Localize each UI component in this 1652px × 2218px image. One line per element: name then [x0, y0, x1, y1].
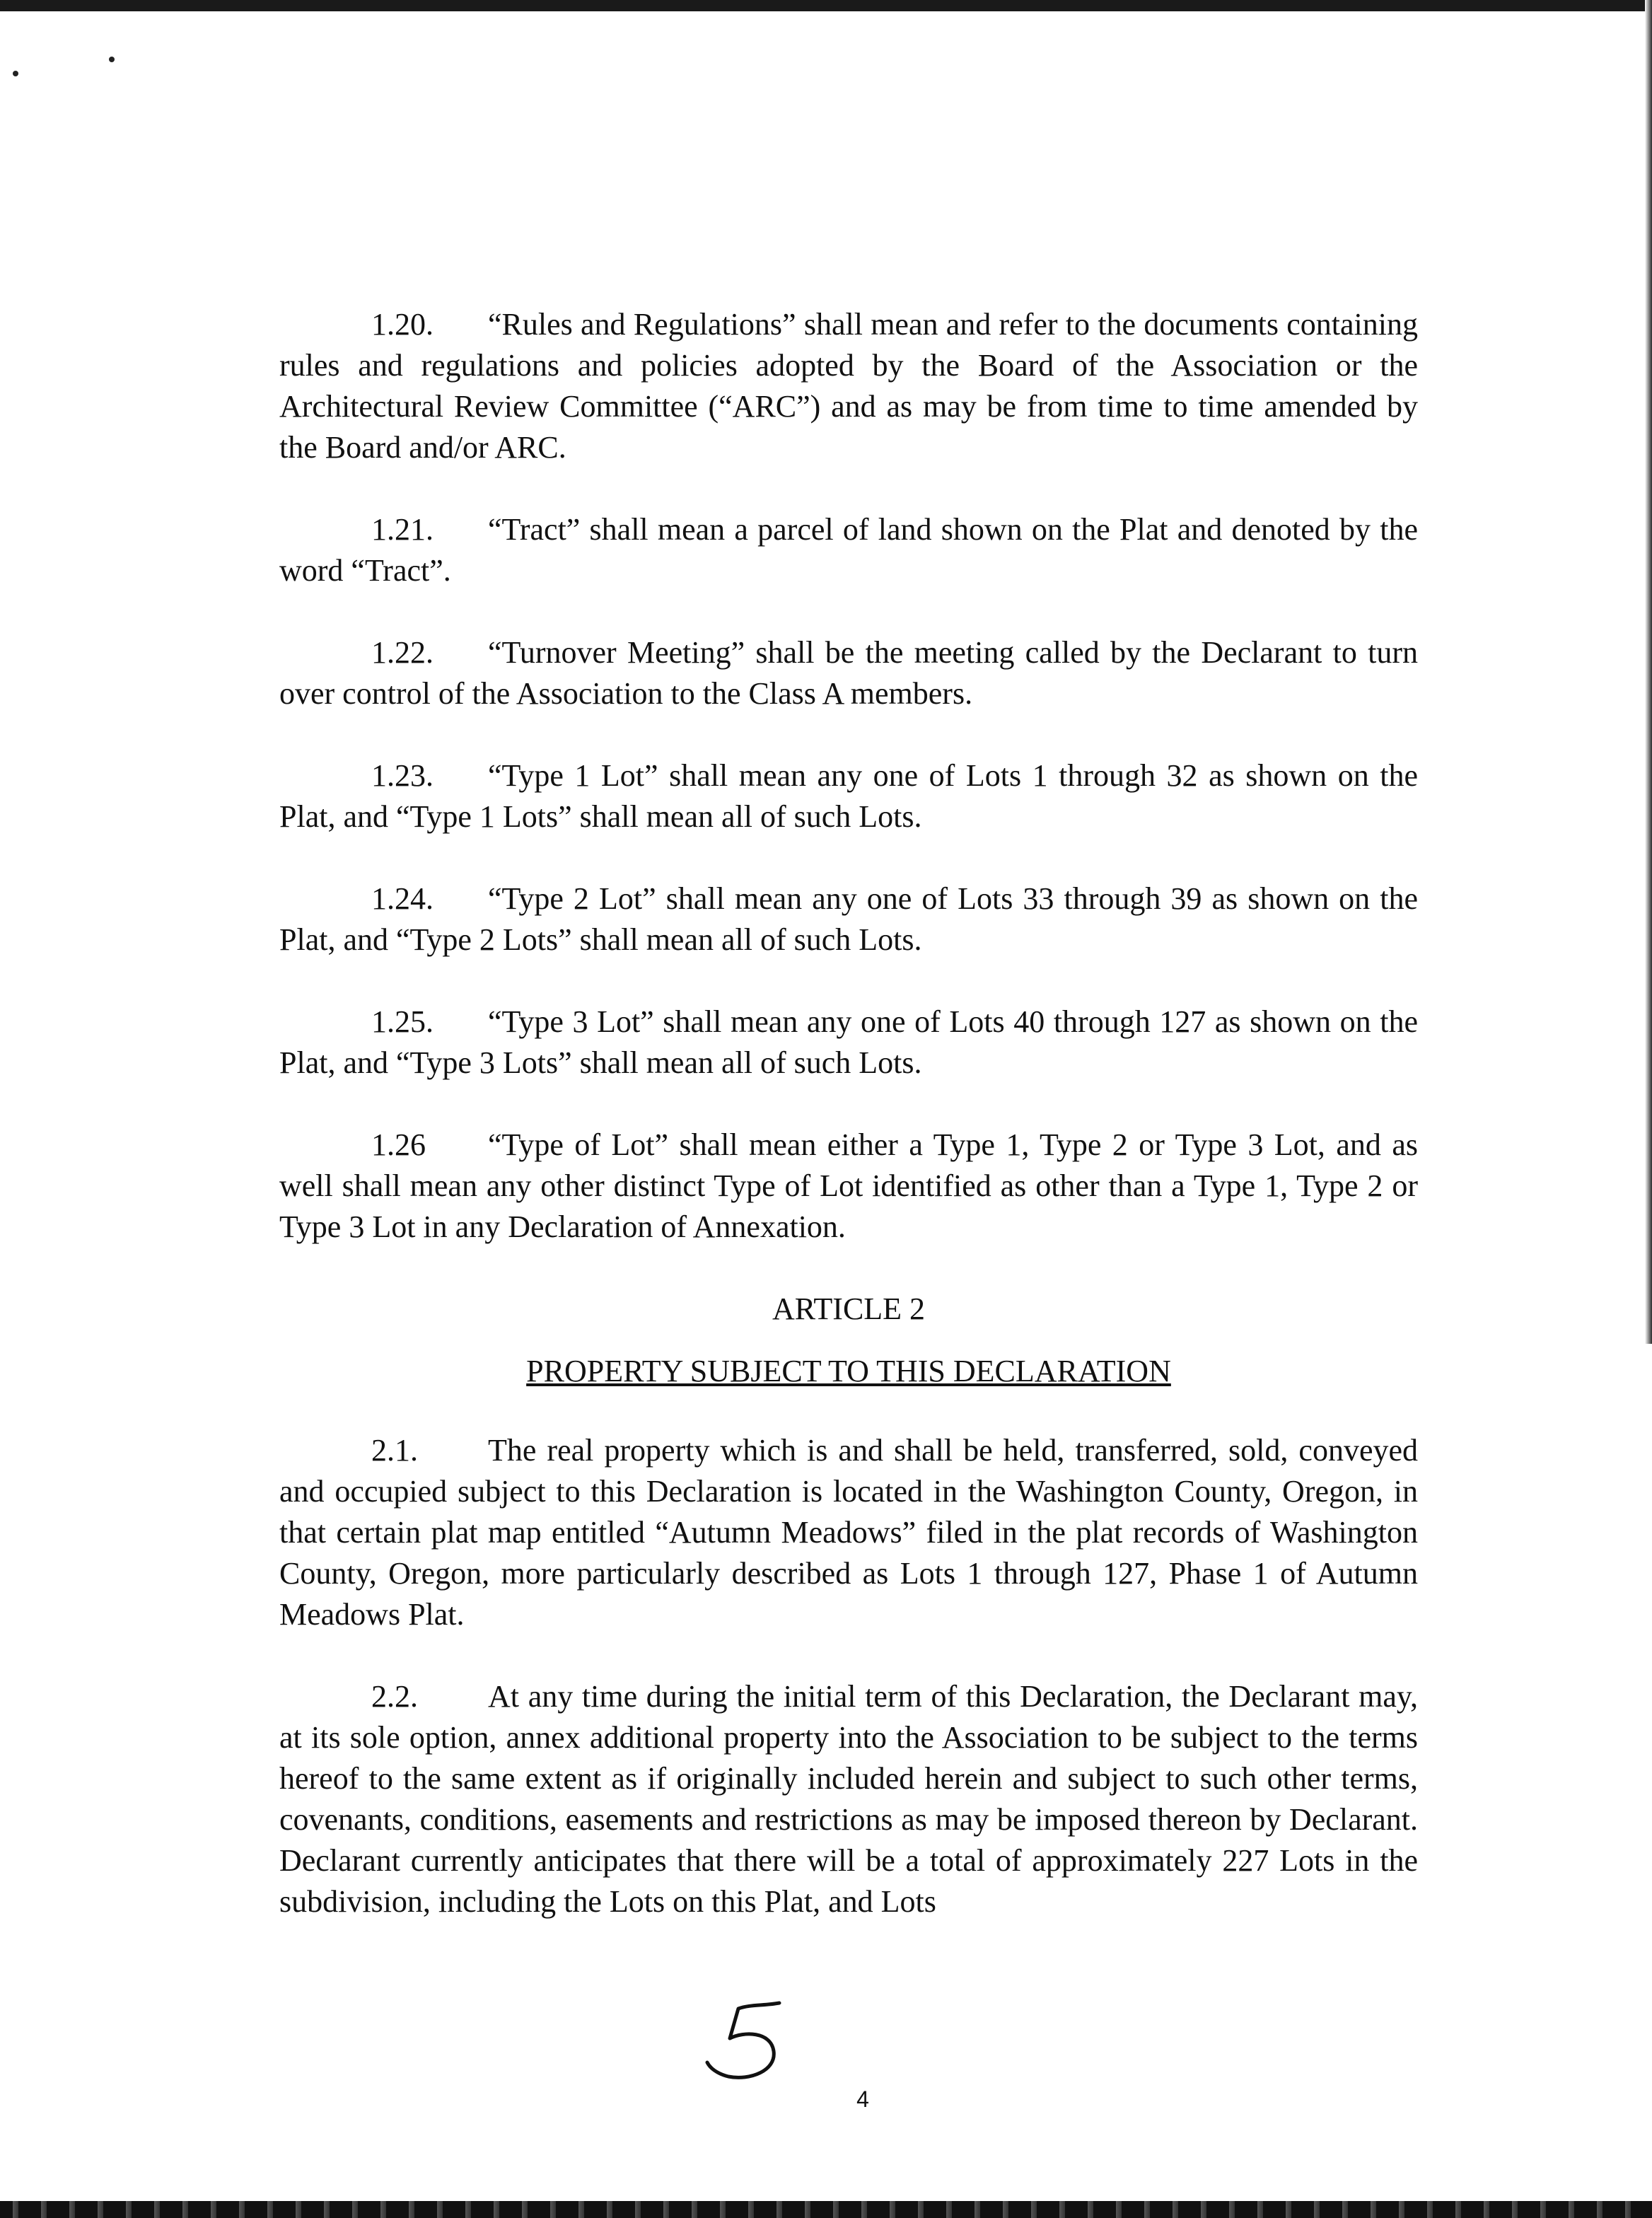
- section-text: “Type 1 Lot” shall mean any one of Lots 1 through 32 as shown on the Plat, and “Type 1 Lots” shall mean all of such Lots.: [279, 758, 1418, 834]
- section-number: 1.22.: [371, 635, 434, 670]
- section-text: At any time during the initial term of this Declaration, the Declarant may, at its sole option, annex additional property into the Association to be subject to the terms hereof to the same extent as if originally included herein and subject to such other terms, covenants, conditions, easements and restrictions as may be imposed thereon by Declarant. Declarant currently anticipates that there will be a total of approximately 227 Lots in the subdivision, including the Lots on this Plat, and Lots: [279, 1679, 1418, 1919]
- section-1-21: [279, 509, 1418, 591]
- section-number: 2.1.: [371, 1433, 418, 1468]
- section-number: 1.21.: [371, 512, 434, 547]
- scan-bottom-edge: [0, 2201, 1652, 2218]
- section-text: “Rules and Regulations” shall mean and refer to the documents containing rules and regulations and policies adopted by the Board of the Association or the Architectural Review Committee (“ARC”) and as may be from time to time amended by the Board and/or ARC.: [279, 307, 1418, 465]
- section-2-1: [279, 1430, 1418, 1635]
- section-number: 1.23.: [371, 758, 434, 793]
- section-number: 1.24.: [371, 881, 434, 916]
- scan-speck: [13, 71, 18, 76]
- section-text: The real property which is and shall be held, transferred, sold, conveyed and occupied subject to this Declaration is located in the Washington County, Oregon, in that certain plat map entitled “Autumn Meadows” filed in the plat records of Washington County, Oregon, more particularly described as Lots 1 through 127, Phase 1 of Autumn Meadows Plat.: [279, 1433, 1418, 1632]
- section-number: 1.25.: [371, 1004, 434, 1039]
- section-text: “Type of Lot” shall mean either a Type 1, Type 2 or Type 3 Lot, and as well shall mean any other distinct Type of Lot identified as other than a Type 1, Type 2 or Type 3 Lot in any Declaration of Annexation.: [279, 1127, 1418, 1244]
- section-text: “Type 3 Lot” shall mean any one of Lots 40 through 127 as shown on the Plat, and “Type 3 Lots” shall mean all of such Lots.: [279, 1004, 1418, 1080]
- section-1-26: [279, 1125, 1418, 1248]
- section-1-20: [279, 304, 1418, 468]
- scan-right-edge: [1645, 0, 1652, 1344]
- section-1-24: [279, 878, 1418, 960]
- section-number: 2.2.: [371, 1679, 418, 1714]
- page-number: 4: [856, 2086, 869, 2112]
- section-text: “Tract” shall mean a parcel of land shown on the Plat and denoted by the word “Tract”.: [279, 512, 1418, 588]
- section-1-23: [279, 755, 1418, 837]
- article-heading: ARTICLE 2: [772, 1291, 926, 1326]
- section-1-25: [279, 1001, 1418, 1084]
- section-text: “Turnover Meeting” shall be the meeting called by the Declarant to turn over control of the Association to the Class A members.: [279, 635, 1418, 711]
- scan-speck: [109, 57, 115, 62]
- article-title: PROPERTY SUBJECT TO THIS DECLARATION: [526, 1354, 1171, 1388]
- section-number: 1.20.: [371, 307, 434, 342]
- section-number: 1.26: [371, 1127, 426, 1162]
- section-text: “Type 2 Lot” shall mean any one of Lots 33 through 39 as shown on the Plat, and “Type 2 Lots” shall mean all of such Lots.: [279, 881, 1418, 957]
- document-body: [279, 304, 1418, 1963]
- section-2-2: [279, 1676, 1418, 1922]
- scan-top-edge: [0, 0, 1652, 11]
- section-1-22: [279, 632, 1418, 714]
- handwritten-page-mark: [700, 1995, 792, 2086]
